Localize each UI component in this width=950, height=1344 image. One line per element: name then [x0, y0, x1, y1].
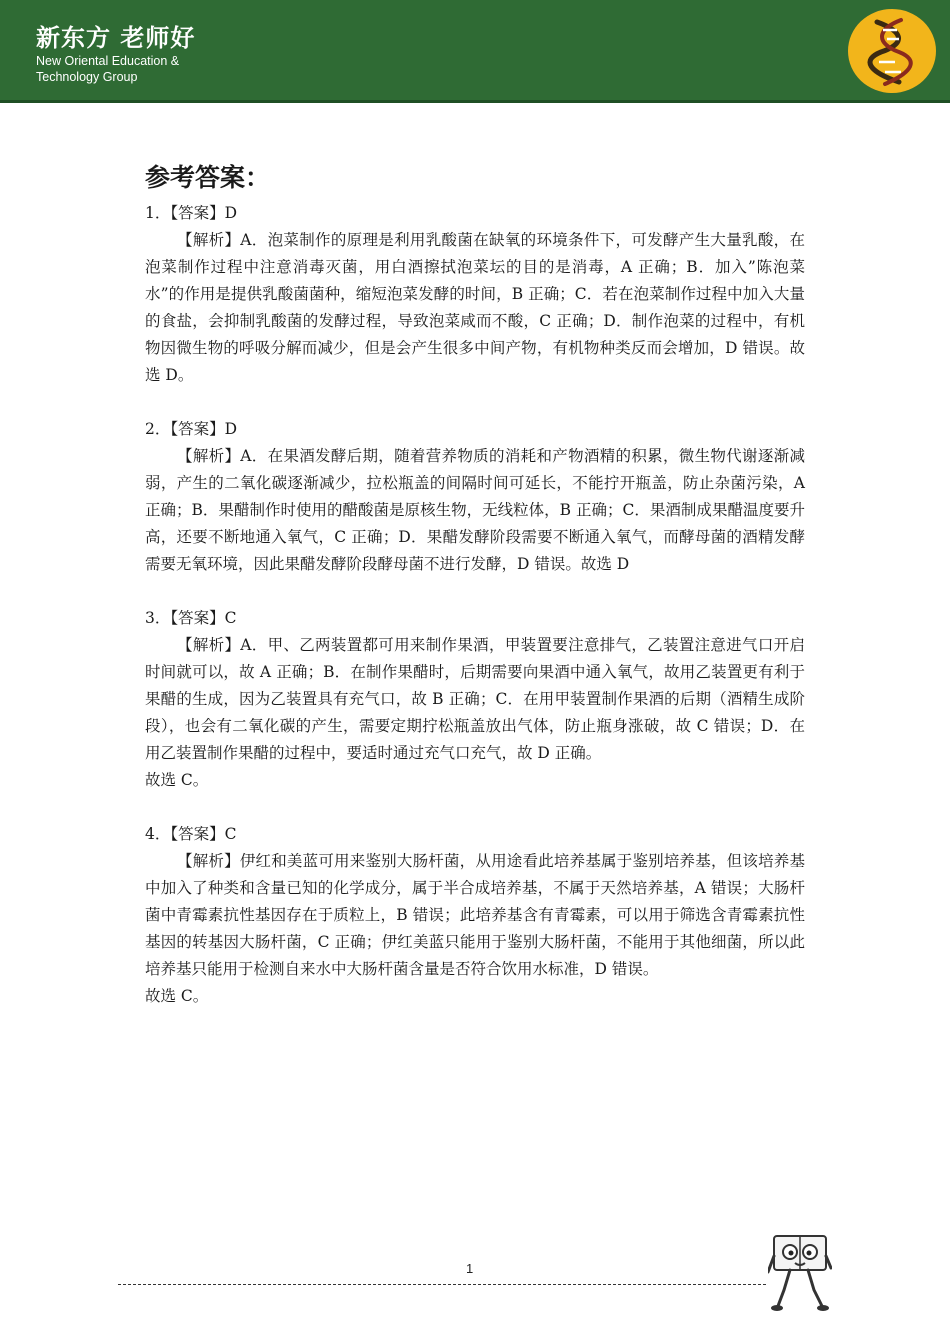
- brand-name-en: New Oriental Education & Technology Group: [36, 54, 180, 84]
- conclusion-text: 故选 C。: [145, 987, 209, 1005]
- answer-item-3: [145, 605, 805, 794]
- answer-line: 3．【答案】C: [145, 609, 237, 627]
- explanation-text: 【解析】A．泡菜制作的原理是利用乳酸菌在缺氧的环境条件下，可发酵产生大量乳酸，在泡菜制作过程中注意消毒灭菌，用白酒擦拭泡菜坛的目的是消毒，A 正确；B．加入”陈泡菜水”的作用是提供乳酸菌菌种，缩短泡菜发酵的时间，B 正确；C．若在泡菜制作过程中加入大量的食盐，会抑制乳酸菌的发酵过程，导致泡菜咸而不酸，C 正确；D．制作泡菜的过程中，有机物因微生物的呼吸分解而减少，但是会产生很多中间产物，有机物种类反而会增加，D 错误。故选 D。: [145, 231, 805, 384]
- answer-item-1: [145, 200, 805, 389]
- section-title: 参考答案：: [145, 163, 271, 192]
- answer-line: 2．【答案】D: [145, 420, 238, 438]
- answer-line: 4．【答案】C: [145, 825, 237, 843]
- answer-content: [145, 160, 805, 1037]
- book-mascot-icon: [768, 1232, 832, 1314]
- explanation-text: 【解析】A．甲、乙两装置都可用来制作果酒，甲装置要注意排气，乙装置注意进气口开启时间就可以，故 A 正确；B．在制作果醋时，后期需要向果酒中通入氧气，故用乙装置更有利于果醋的生成，因为乙装置具有充气口，故 B 正确；C．在用甲装置制作果酒的后期（酒精生成阶段），也会有二氧化碳的产生，需要定期拧松瓶盖放出气体，防止瓶身涨破，故 C 错误；D．在用乙装置制作果醋的过程中，要适时通过充气口充气，故 D 正确。: [145, 636, 805, 762]
- brand-name-cn: 新东方 老师好: [36, 24, 196, 52]
- dna-logo-icon: [847, 8, 937, 94]
- explanation-text: 【解析】伊红和美蓝可用来鉴别大肠杆菌，从用途看此培养基属于鉴别培养基，但该培养基中加入了种类和含量已知的化学成分，属于半合成培养基，不属于天然培养基，A 错误；大肠杆菌中青霉素抗性基因存在于质粒上，B 错误；此培养基含有青霉素，可以用于筛选含青霉素抗性基因的转基因大肠杆菌，C 正确；伊红美蓝只能用于鉴别大肠杆菌，不能用于其他细菌，所以此培养基只能用于检测自来水中大肠杆菌含量是否符合饮用水标准，D 错误。: [145, 852, 805, 978]
- answer-item-2: [145, 416, 805, 578]
- page-number: 1: [466, 1261, 474, 1276]
- header-bar: [0, 0, 950, 103]
- explanation-text: 【解析】A．在果酒发酵后期，随着营养物质的消耗和产物酒精的积累，微生物代谢逐渐减弱，产生的二氧化碳逐渐减少，拉松瓶盖的间隔时间可延长，不能拧开瓶盖，防止杂菌污染，A 正确；B．果醋制作时使用的醋酸菌是原核生物，无线粒体，B 正确；C．果酒制成果醋温度要升高，还要不断地通入氧气，C 正确；D．果醋发酵阶段需要不断通入氧气，而酵母菌的酒精发酵需要无氧环境，因此果醋发酵阶段酵母菌不进行发酵，D 错误。故选 D: [145, 447, 805, 573]
- footer-divider: [118, 1284, 766, 1285]
- conclusion-text: 故选 C。: [145, 771, 209, 789]
- answer-item-4: [145, 821, 805, 1010]
- answer-line: 1．【答案】D: [145, 204, 238, 222]
